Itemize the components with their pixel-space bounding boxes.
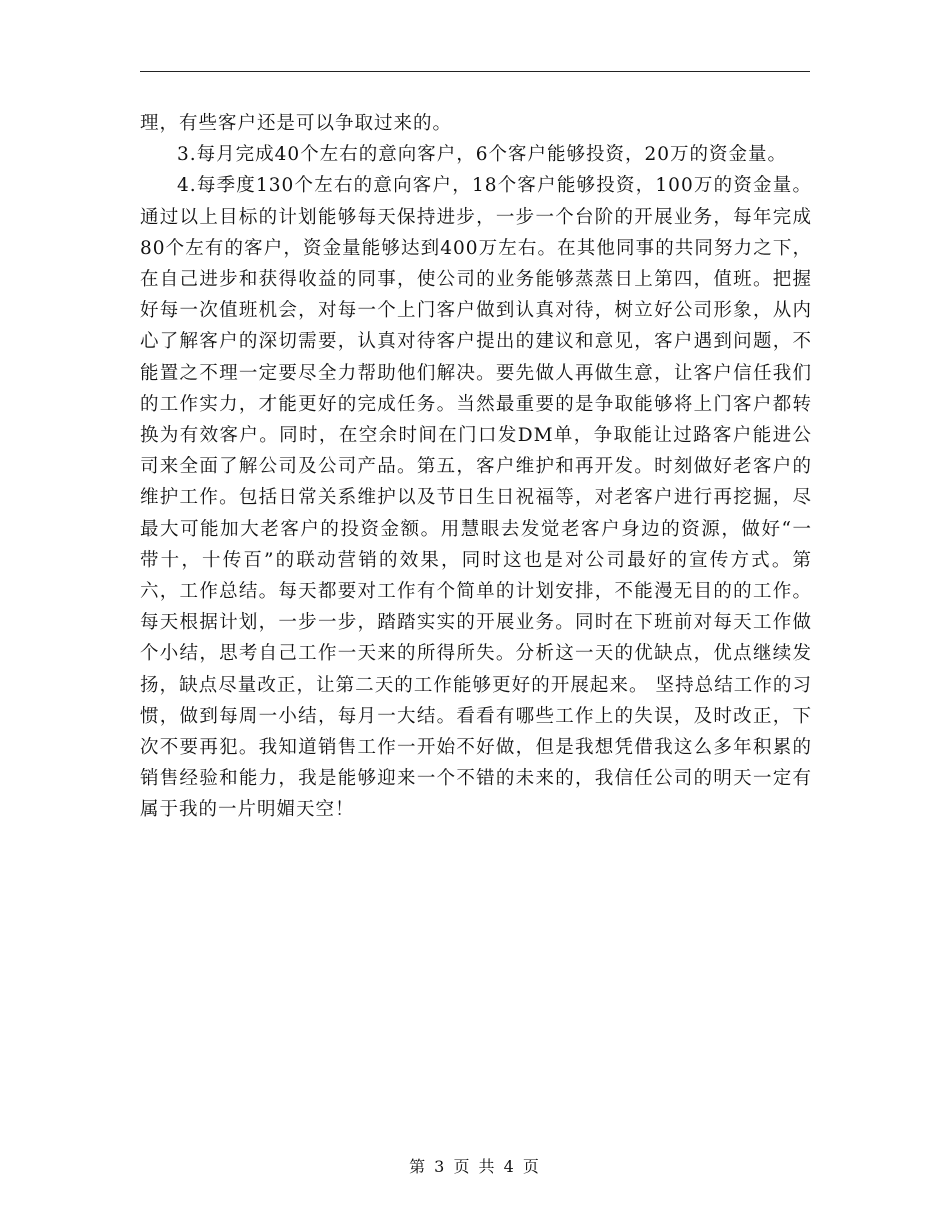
paragraph-continuation: 理，有些客户还是可以争取过来的。: [140, 113, 453, 134]
paragraph-item-3: 3.每月完成40个左右的意向客户，6个客户能够投资，20万的资金量。: [177, 144, 788, 166]
header-rule: [140, 71, 810, 72]
document-body: [140, 108, 812, 826]
page-footer: [0, 1154, 950, 1177]
paragraph-item-4: 4.每季度130个左右的意向客户，18个客户能够投资，100万的资金量。通过以上目标的计划能够每天保持进步，一步一个台阶的开展业务，每年完成80个左有的客户，资金量能够达到400万左右。在其他同事的共同努力之下，在自己进步和获得收益的同事，使公司的业务能够蒸蒸日上第四，值班。把握好每一次值班机会，对每一个上门客户做到认真对待，树立好公司形象，从内心了解客户的深切需要，认真对待客户提出的建议和意见，客户遇到问题，不能置之不理一定要尽全力帮助他们解决。要先做人再做生意，让客户信任我们的工作实力，才能更好的完成任务。当然最重要的是争取能够将上门客户都转换为有效客户。同时，在空余时间在门口发DM单，争取能让过路客户能进公司来全面了解公司及公司产品。第五，客户维护和再开发。时刻做好老客户的维护工作。包括日常关系维护以及节日生日祝福等，对老客户进行再挖掘，尽最大可能加大老客户的投资金额。用慧眼去发觉老客户身边的资源，做好“一带十，十传百”的联动营销的效果，同时这也是对公司最好的宣传方式。第六，工作总结。每天都要对工作有个简单的计划安排，不能漫无目的的工作。每天根据计划，一步一步，踏踏实实的开展业务。同时在下班前对每天工作做个小结，思考自己工作一天来的所得所失。分析这一天的优缺点，优点继续发扬，缺点尽量改正，让第二天的工作能够更好的开展起来。 坚持总结工作的习惯，做到每周一小结，每月一大结。看看有哪些工作上的失误，及时改正，下次不要再犯。我知道销售工作一开始不好做，但是我想凭借我这么多年积累的销售经验和能力，我是能够迎来一个不错的未来的，我信任公司的明天一定有属于我的一片明媚天空！: [140, 175, 812, 821]
page-number-label: 第 3 页 共 4 页: [409, 1157, 541, 1176]
